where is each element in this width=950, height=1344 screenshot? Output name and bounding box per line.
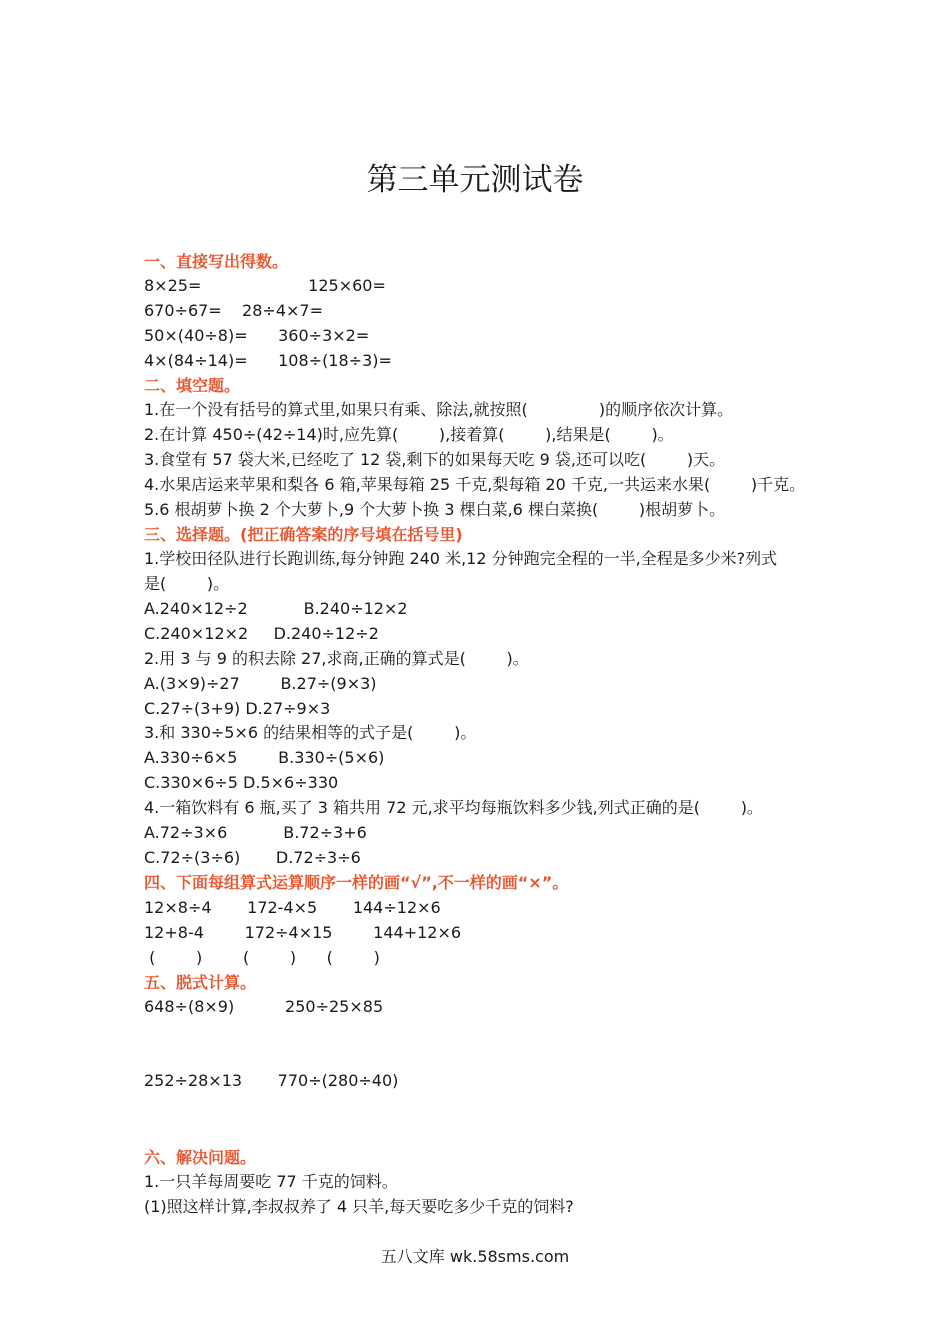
s3-line: 1.学校田径队进行长跑训练,每分钟跑 240 米,12 分钟跑完全程的一半,全程是多少米?列式 (144, 549, 778, 568)
s6-line: (1)照这样计算,李叔叔养了 4 只羊,每天要吃多少千克的饲料? (144, 1197, 574, 1216)
s4-line: 12×8÷4 172-4×5 144÷12×6 (144, 898, 441, 917)
section-1-heading: 一、直接写出得数。 (144, 252, 289, 271)
section-4-heading: 四、下面每组算式运算顺序一样的画“√”,不一样的画“×”。 (144, 873, 569, 892)
s3-line: A.72÷3×6 B.72÷3+6 (144, 823, 367, 842)
s5-line: 252÷28×13 770÷(280÷40) (144, 1071, 399, 1090)
s3-line: C.330×6÷5 D.5×6÷330 (144, 773, 339, 792)
s2-item: 2.在计算 450÷(42÷14)时,应先算( ),接着算( ),结果是( )。 (144, 425, 674, 444)
s4-answer-brackets: ( ) ( ) ( ) (144, 948, 380, 967)
s3-line: C.72÷(3÷6) D.72÷3÷6 (144, 848, 361, 867)
page-title: 第三单元测试卷 (366, 162, 584, 198)
section-6-heading: 六、解决问题。 (144, 1148, 257, 1167)
s1-row: 50×(40÷8)= 360÷3×2= (144, 326, 370, 345)
s3-line: C.240×12×2 D.240÷12÷2 (144, 624, 379, 643)
s4-line: 12+8-4 172÷4×15 144+12×6 (144, 923, 462, 942)
s2-item: 5.6 根胡萝卜换 2 个大萝卜,9 个大萝卜换 3 棵白菜,6 棵白菜换( )根胡萝卜。 (144, 500, 726, 519)
s3-line: 4.一箱饮料有 6 瓶,买了 3 箱共用 72 元,求平均每瓶饮料多少钱,列式正确的是( )。 (144, 798, 763, 817)
s6-line: 1.一只羊每周要吃 77 千克的饲料。 (144, 1172, 398, 1191)
section-5-heading: 五、脱式计算。 (144, 973, 257, 992)
s1-row: 4×(84÷14)= 108÷(18÷3)= (144, 351, 392, 370)
s2-item: 1.在一个没有括号的算式里,如果只有乘、除法,就按照( )的顺序依次计算。 (144, 400, 734, 419)
s2-item: 3.食堂有 57 袋大米,已经吃了 12 袋,剩下的如果每天吃 9 袋,还可以吃( )天。 (144, 450, 726, 469)
s3-line: C.27÷(3+9) D.27÷9×3 (144, 699, 331, 718)
s3-line: 2.用 3 与 9 的积去除 27,求商,正确的算式是( )。 (144, 649, 529, 668)
footer-watermark: 五八文库 wk.58sms.com (380, 1247, 570, 1266)
section-2-heading: 二、填空题。 (144, 376, 241, 395)
section-3-heading: 三、选择题。(把正确答案的序号填在括号里) (144, 525, 463, 544)
s3-line: 是( )。 (144, 574, 230, 593)
s1-row: 670÷67= 28÷4×7= (144, 301, 323, 320)
s3-line: A.(3×9)÷27 B.27÷(9×3) (144, 674, 377, 693)
s1-row: 8×25= 125×60= (144, 276, 386, 295)
s3-line: A.240×12÷2 B.240÷12×2 (144, 599, 408, 618)
s2-item: 4.水果店运来苹果和梨各 6 箱,苹果每箱 25 千克,梨每箱 20 千克,一共运来水果( )千克。 (144, 475, 806, 494)
s3-line: A.330÷6×5 B.330÷(5×6) (144, 748, 385, 767)
s5-line: 648÷(8×9) 250÷25×85 (144, 997, 384, 1016)
s3-line: 3.和 330÷5×6 的结果相等的式子是( )。 (144, 723, 477, 742)
